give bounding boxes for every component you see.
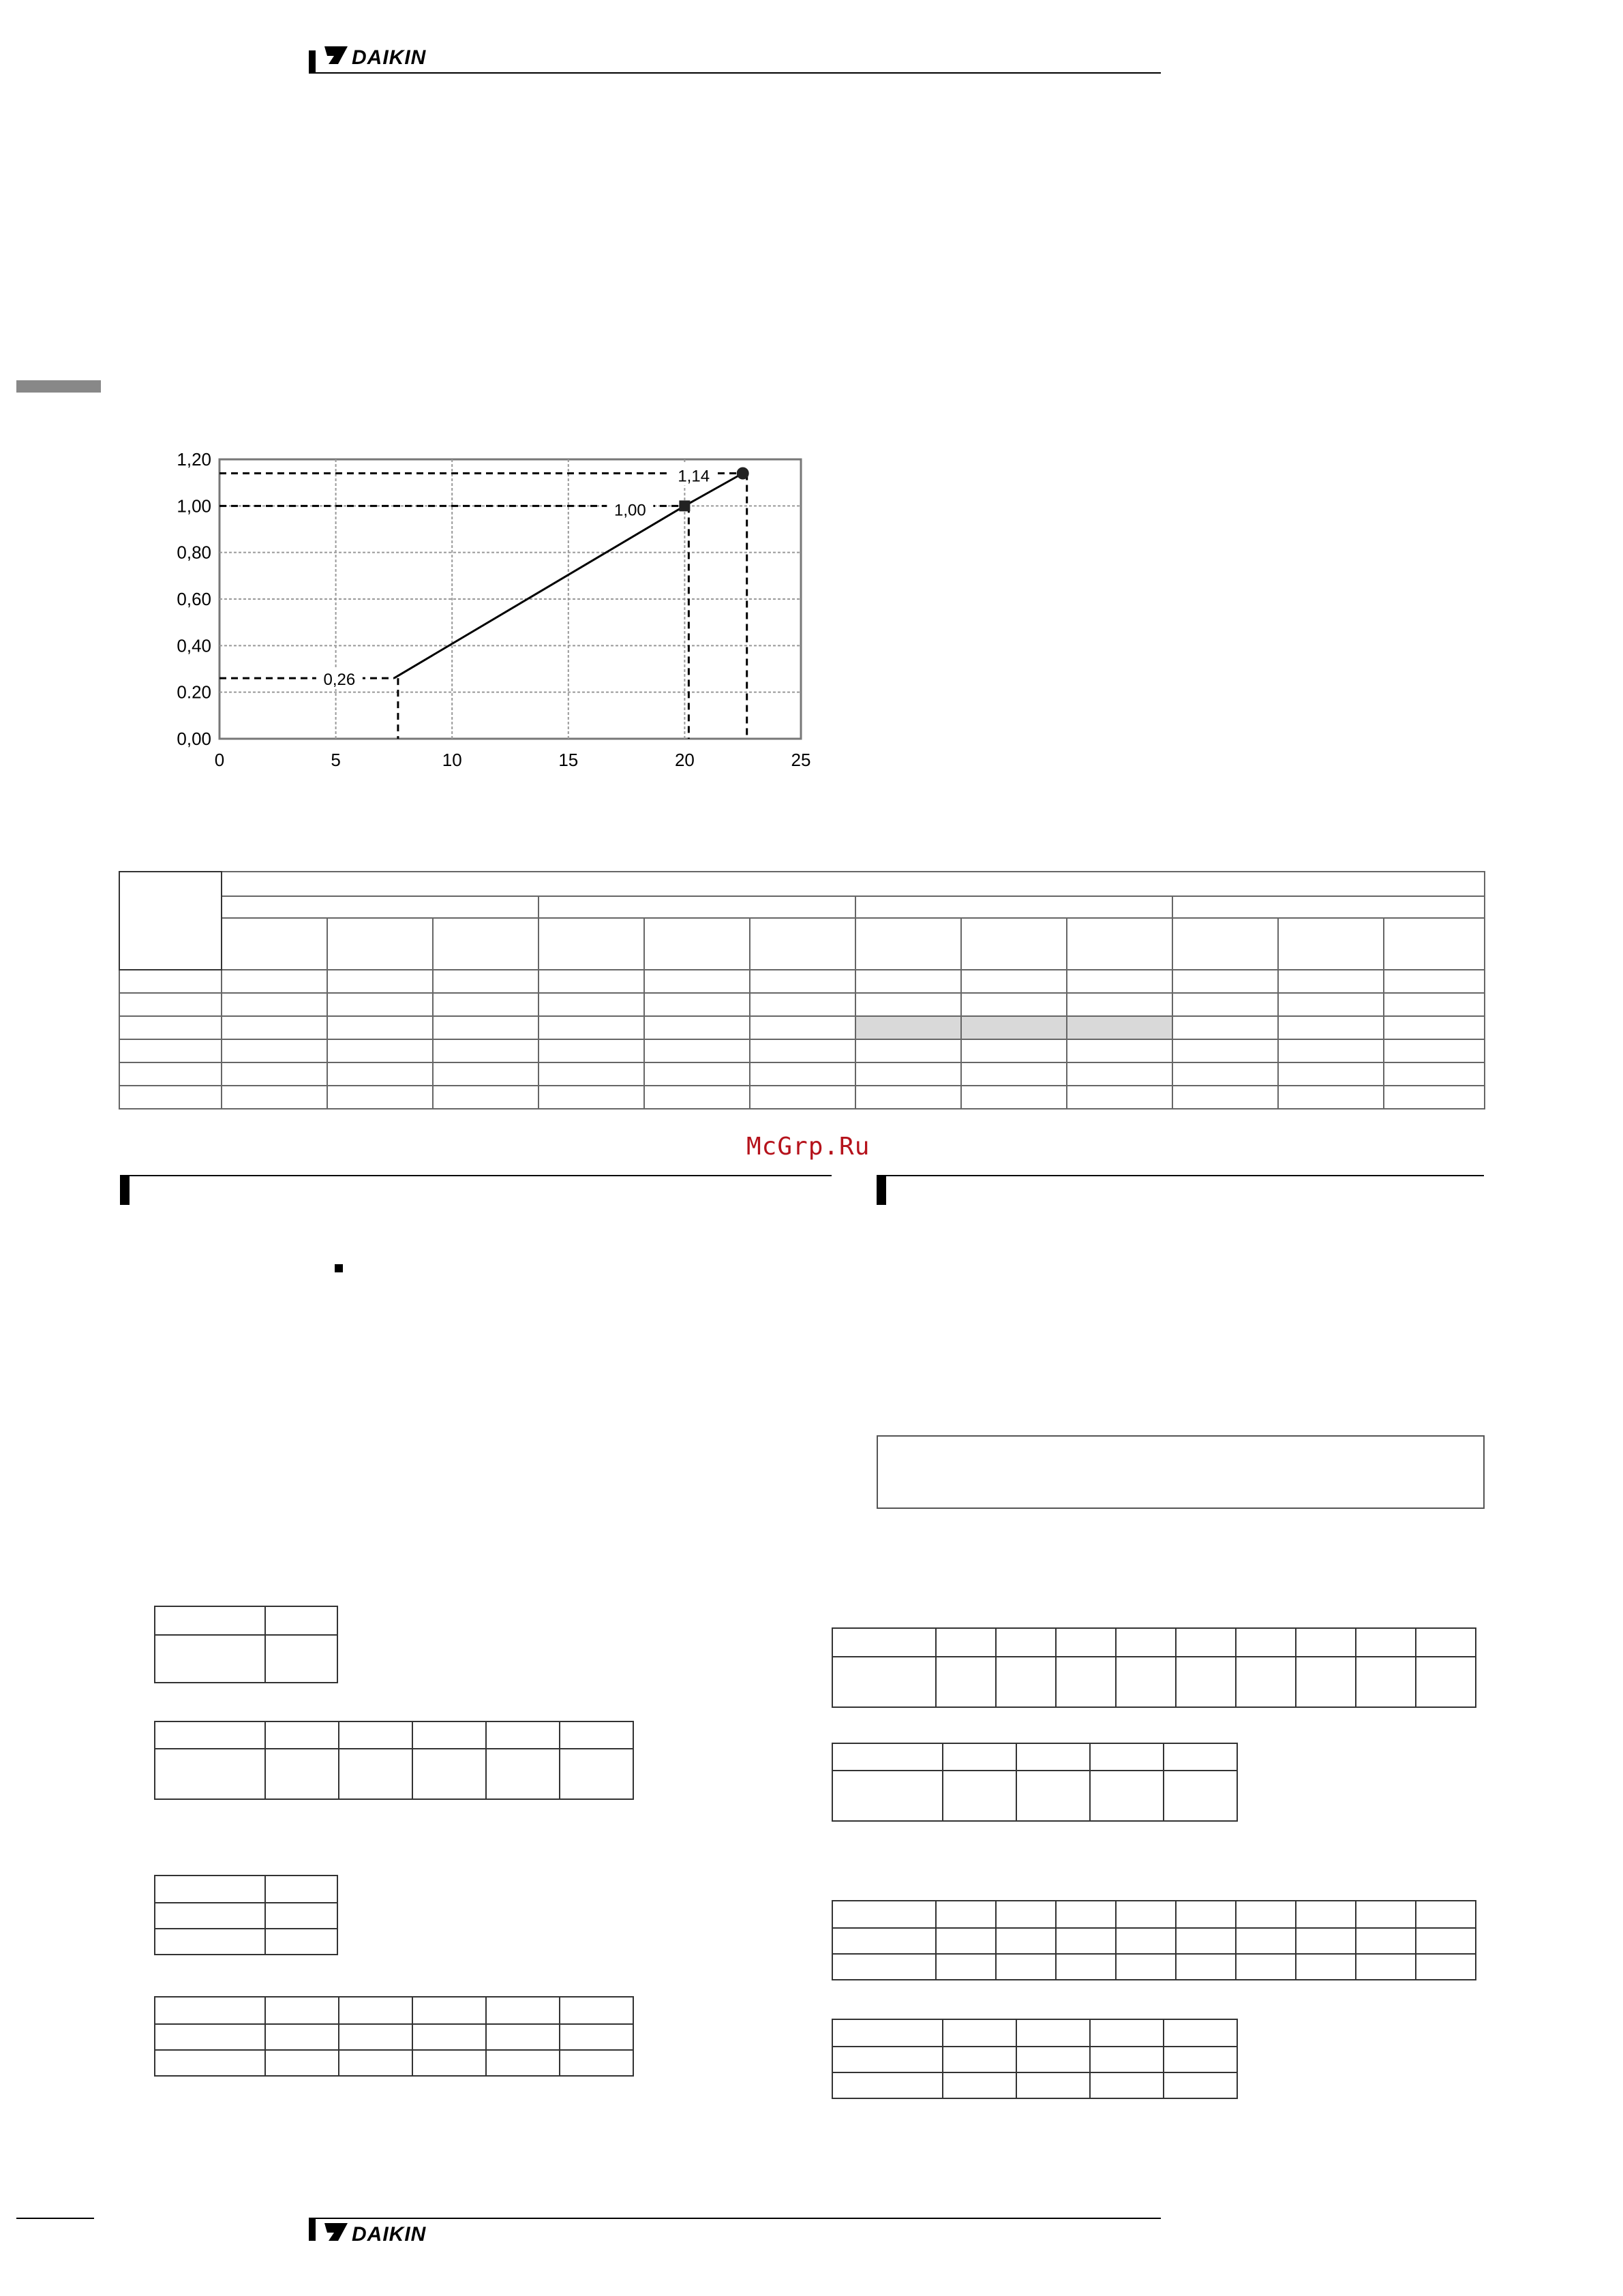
y-tick-label: 1,20 (177, 449, 211, 470)
header-daikin-logo (324, 46, 426, 70)
section-left-marker (120, 1175, 130, 1205)
list-bullet (335, 1264, 343, 1272)
table-row (119, 1039, 1485, 1062)
left-table-1 (154, 1606, 338, 1683)
footer-rule (309, 2218, 1161, 2219)
x-tick-label: 5 (331, 750, 341, 770)
annotation-label: 0,26 (323, 671, 356, 690)
table-col-header (961, 918, 1067, 970)
footer-left-rule (16, 2218, 94, 2219)
left-table-4 (154, 1996, 634, 2077)
performance-chart (150, 443, 832, 784)
x-tick-label: 15 (558, 750, 579, 770)
table-col-header (222, 918, 327, 970)
section-right-marker (877, 1175, 886, 1205)
table-col-header (750, 918, 855, 970)
header-brand-text: DAIKIN (352, 46, 427, 69)
footer-logo-bar (309, 2218, 316, 2241)
header-logo-bar (309, 50, 316, 74)
annotation-label: 1,14 (678, 467, 710, 486)
daikin-mark-icon (324, 2223, 348, 2246)
table-col-header (539, 918, 644, 970)
footer-brand-text: DAIKIN (352, 2223, 427, 2246)
table-col-header (1278, 918, 1384, 970)
table-subgroup-header (222, 896, 539, 918)
table-subgroup-header (1172, 896, 1485, 918)
table-col-header (433, 918, 539, 970)
left-table-2 (154, 1721, 634, 1800)
table-row (119, 1062, 1485, 1086)
note-box (877, 1435, 1485, 1509)
table-col-header (855, 918, 961, 970)
y-tick-label: 0.20 (177, 682, 211, 703)
table-col-header (644, 918, 750, 970)
highlighted-cell (1067, 1016, 1172, 1039)
table-col-header (1172, 918, 1278, 970)
table-col-header (1384, 918, 1485, 970)
x-tick-label: 20 (674, 750, 695, 770)
side-tab-marker (16, 380, 101, 393)
table-col-header (327, 918, 433, 970)
right-table-2 (832, 1743, 1238, 1822)
x-tick-label: 0 (214, 750, 225, 770)
x-tick-label: 10 (442, 750, 462, 770)
table-row (119, 1016, 1485, 1039)
footer-daikin-logo (324, 2223, 426, 2246)
daikin-mark-icon (324, 46, 348, 70)
right-table-1 (832, 1627, 1476, 1708)
table-row (119, 993, 1485, 1016)
data-point-marker-square (679, 500, 690, 511)
table-row (119, 1086, 1485, 1109)
y-tick-label: 1,00 (177, 495, 211, 517)
section-left-rule (120, 1175, 832, 1176)
y-tick-label: 0,80 (177, 542, 211, 563)
y-tick-label: 0,40 (177, 635, 211, 656)
y-tick-label: 0,00 (177, 729, 211, 749)
annotation-label: 1,00 (614, 501, 646, 520)
table-subgroup-header (855, 896, 1172, 918)
data-point-marker-circle (737, 468, 749, 480)
right-table-4 (832, 2019, 1238, 2099)
table-group-header (222, 872, 1485, 896)
highlighted-cell (961, 1016, 1067, 1039)
table-col-header (1067, 918, 1172, 970)
table-row (119, 970, 1485, 993)
highlighted-cell (855, 1016, 961, 1039)
table-corner-cell (119, 872, 222, 970)
main-data-table (119, 871, 1485, 1109)
section-right-rule (877, 1175, 1484, 1176)
left-table-3 (154, 1875, 338, 1955)
table-subgroup-header (539, 896, 855, 918)
right-table-3 (832, 1900, 1476, 1980)
header-rule (309, 72, 1161, 74)
y-tick-label: 0,60 (177, 589, 211, 609)
x-tick-label: 25 (791, 750, 811, 770)
watermark-text: McGrp.Ru (746, 1133, 870, 1161)
